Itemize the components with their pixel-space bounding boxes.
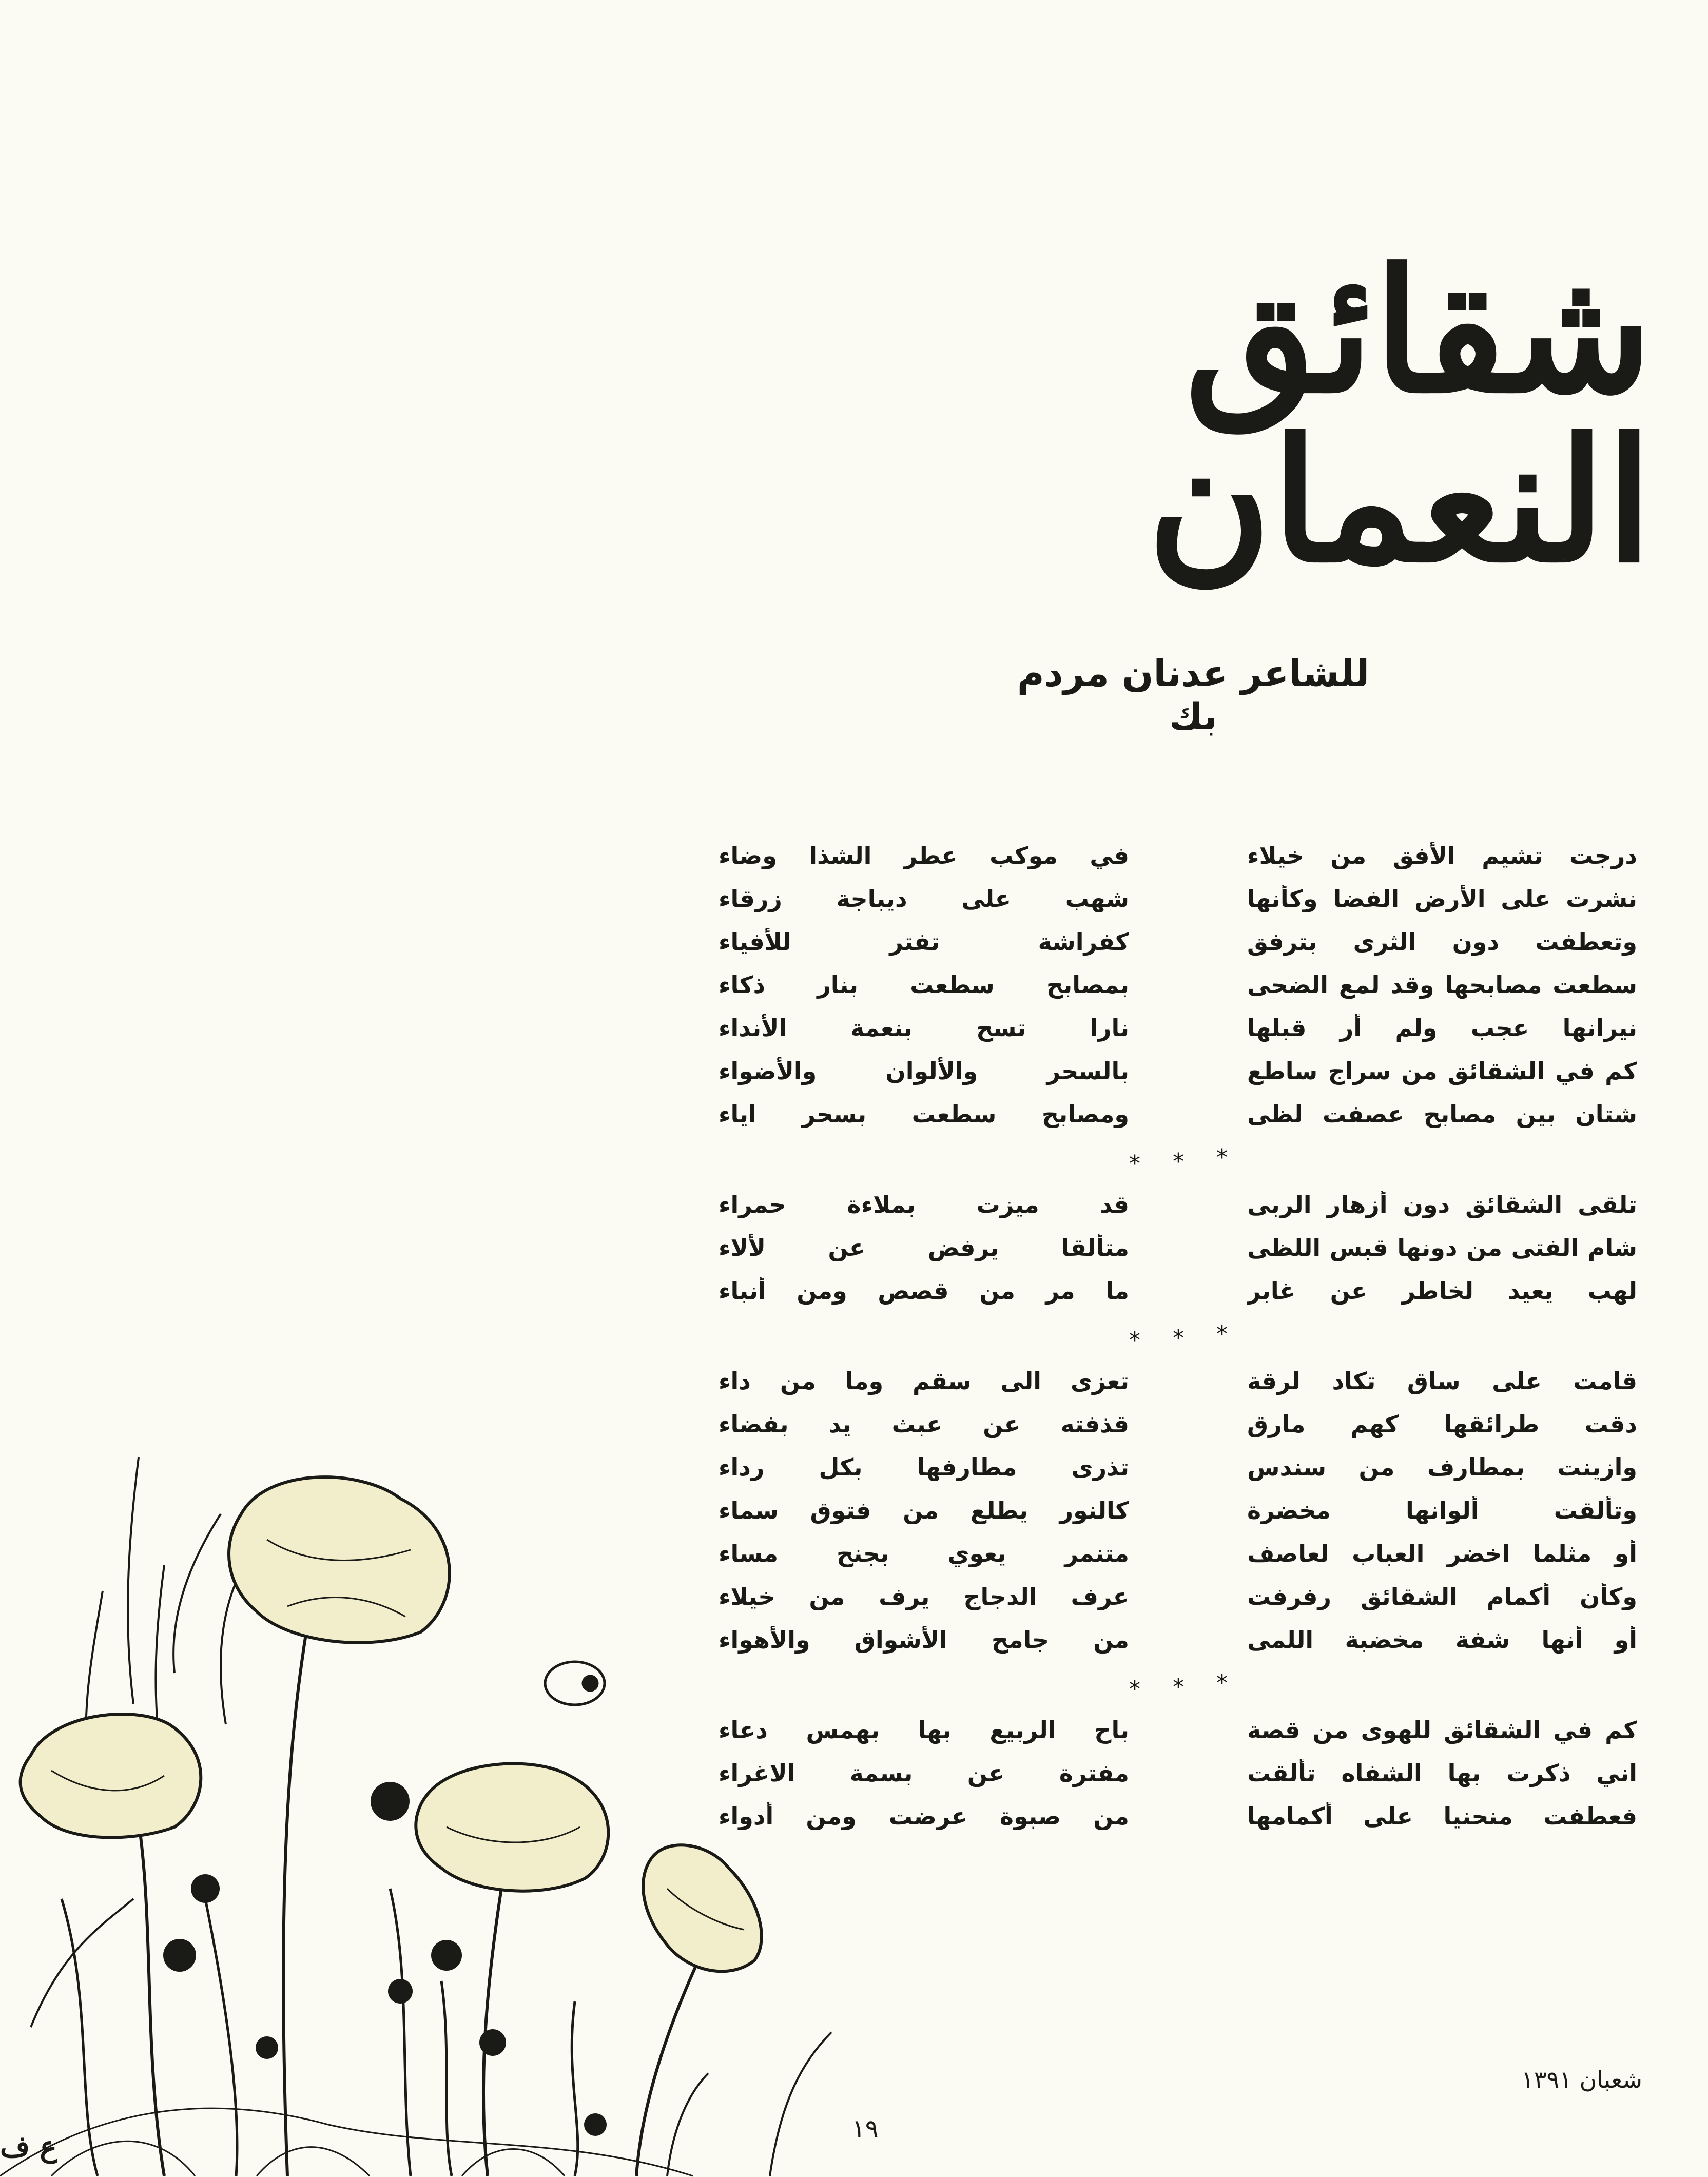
- verse-second-hemistich: من جامح الأشواق والأهواء: [719, 1626, 1129, 1654]
- verse-first-hemistich: وكأن أكمام الشقائق رفرفت: [1247, 1583, 1637, 1610]
- poem-verse: [719, 928, 1637, 971]
- verse-first-hemistich: وتعطفت دون الثرى بترفق: [1247, 928, 1637, 956]
- stanza-separator: [1129, 1670, 1232, 1705]
- verse-first-hemistich: كم في الشقائق من سراج ساطع: [1247, 1057, 1637, 1085]
- verse-second-hemistich: شهب على ديباجة زرقاء: [719, 885, 1129, 912]
- verse-second-hemistich: متألقا يرفض عن لألاء: [719, 1234, 1129, 1261]
- poet-byline: للشاعر عدنان مردم بك: [1017, 652, 1370, 738]
- verse-second-hemistich: ما مر من قصص ومن أنباء: [719, 1277, 1129, 1305]
- verse-first-hemistich: اني ذكرت بها الشفاه تألقت: [1247, 1759, 1637, 1787]
- verse-second-hemistich: كالنور يطلع من فتوق سماء: [719, 1496, 1129, 1524]
- poem-verse: [719, 842, 1637, 885]
- verse-first-hemistich: درجت تشيم الأفق من خيلاء: [1247, 842, 1637, 869]
- verse-second-hemistich: كفراشة تفتر للأفياء: [719, 928, 1129, 956]
- verse-first-hemistich: كم في الشقائق للهوى من قصة: [1247, 1716, 1637, 1744]
- artist-signature: ع ف: [0, 2130, 57, 2164]
- verse-first-hemistich: شام الفتى من دونها قبس اللظى: [1247, 1234, 1637, 1261]
- poem-verse: [719, 1234, 1637, 1277]
- separator-star: *: [1129, 1327, 1140, 1353]
- verse-second-hemistich: باح الربيع بها بهمس دعاء: [719, 1716, 1129, 1744]
- verse-first-hemistich: نشرت على الأرض الفضا وكأنها: [1247, 885, 1637, 912]
- verse-second-hemistich: تذرى مطارفها بكل رداء: [719, 1453, 1129, 1481]
- verse-first-hemistich: أو مثلما اخضر العباب لعاصف: [1247, 1540, 1637, 1567]
- separator-star: *: [1173, 1674, 1184, 1700]
- verse-second-hemistich: تعزى الى سقم وما من داء: [719, 1367, 1129, 1395]
- verse-first-hemistich: نيرانها عجب ولم أر قبلها: [1247, 1014, 1637, 1042]
- page-number: ١٩: [852, 2114, 879, 2143]
- separator-star: *: [1216, 1144, 1228, 1171]
- separator-star: *: [1173, 1149, 1184, 1175]
- separator-star: *: [1129, 1676, 1140, 1702]
- verse-first-hemistich: أو أنها شفة مخضبة اللمى: [1247, 1626, 1637, 1654]
- verse-first-hemistich: فعطفت منحنيا على أكمامها: [1247, 1802, 1637, 1830]
- poem-verse: [719, 971, 1637, 1014]
- verse-second-hemistich: بمصابح سطعت بنار ذكاء: [719, 971, 1129, 999]
- verse-second-hemistich: متنمر يعوي بجنح مساء: [719, 1540, 1129, 1567]
- separator-star: *: [1216, 1670, 1228, 1696]
- poem-verse: [719, 1367, 1637, 1410]
- verse-first-hemistich: تلقى الشقائق دون أزهار الربى: [1247, 1191, 1637, 1218]
- verse-second-hemistich: في موكب عطر الشذا وضاء: [719, 842, 1129, 869]
- verse-first-hemistich: لهب يعيد لخاطر عن غابر: [1247, 1277, 1637, 1305]
- verse-first-hemistich: سطعت مصابحها وقد لمع الضحى: [1247, 971, 1637, 999]
- poem-verse: [719, 1057, 1637, 1100]
- verse-first-hemistich: وتألقت ألوانها مخضرة: [1247, 1496, 1637, 1524]
- poem-verse: [719, 885, 1637, 928]
- verse-second-hemistich: ومصابح سطعت بسحر اياء: [719, 1100, 1129, 1128]
- verse-second-hemistich: مفترة عن بسمة الاغراء: [719, 1759, 1129, 1787]
- separator-star: *: [1129, 1151, 1140, 1177]
- poem-title: شقائق النعمان: [1147, 231, 1653, 600]
- verse-second-hemistich: قد ميزت بملاءة حمراء: [719, 1191, 1129, 1218]
- verse-second-hemistich: قذفته عن عبث يد بفضاء: [719, 1410, 1129, 1438]
- verse-second-hemistich: عرف الدجاج يرف من خيلاء: [719, 1583, 1129, 1610]
- separator-star: *: [1173, 1325, 1184, 1351]
- verse-first-hemistich: قامت على ساق تكاد لرقة: [1247, 1367, 1637, 1395]
- verse-second-hemistich: من صبوة عرضت ومن أدواء: [719, 1802, 1129, 1830]
- poem-verse: [719, 1277, 1637, 1320]
- poem-verse: [719, 1100, 1637, 1143]
- verse-first-hemistich: وازينت بمطارف من سندس: [1247, 1453, 1637, 1481]
- poem-verse: [719, 1191, 1637, 1234]
- separator-star: *: [1216, 1321, 1228, 1347]
- verse-second-hemistich: بالسحر والألوان والأضواء: [719, 1057, 1129, 1085]
- verse-first-hemistich: دقت طرائقها كهم مارق: [1247, 1410, 1637, 1438]
- verse-second-hemistich: نارا تسح بنعمة الأنداء: [719, 1014, 1129, 1042]
- stanza-separator: [1129, 1321, 1232, 1356]
- stanza-separator: [1129, 1144, 1232, 1179]
- issue-date: شعبان ١٣٩١: [1521, 2066, 1642, 2093]
- verse-first-hemistich: شتان بين مصابح عصفت لظى: [1247, 1100, 1637, 1128]
- poem-verse: [719, 1014, 1637, 1057]
- poppy-illustration: [0, 1437, 898, 2177]
